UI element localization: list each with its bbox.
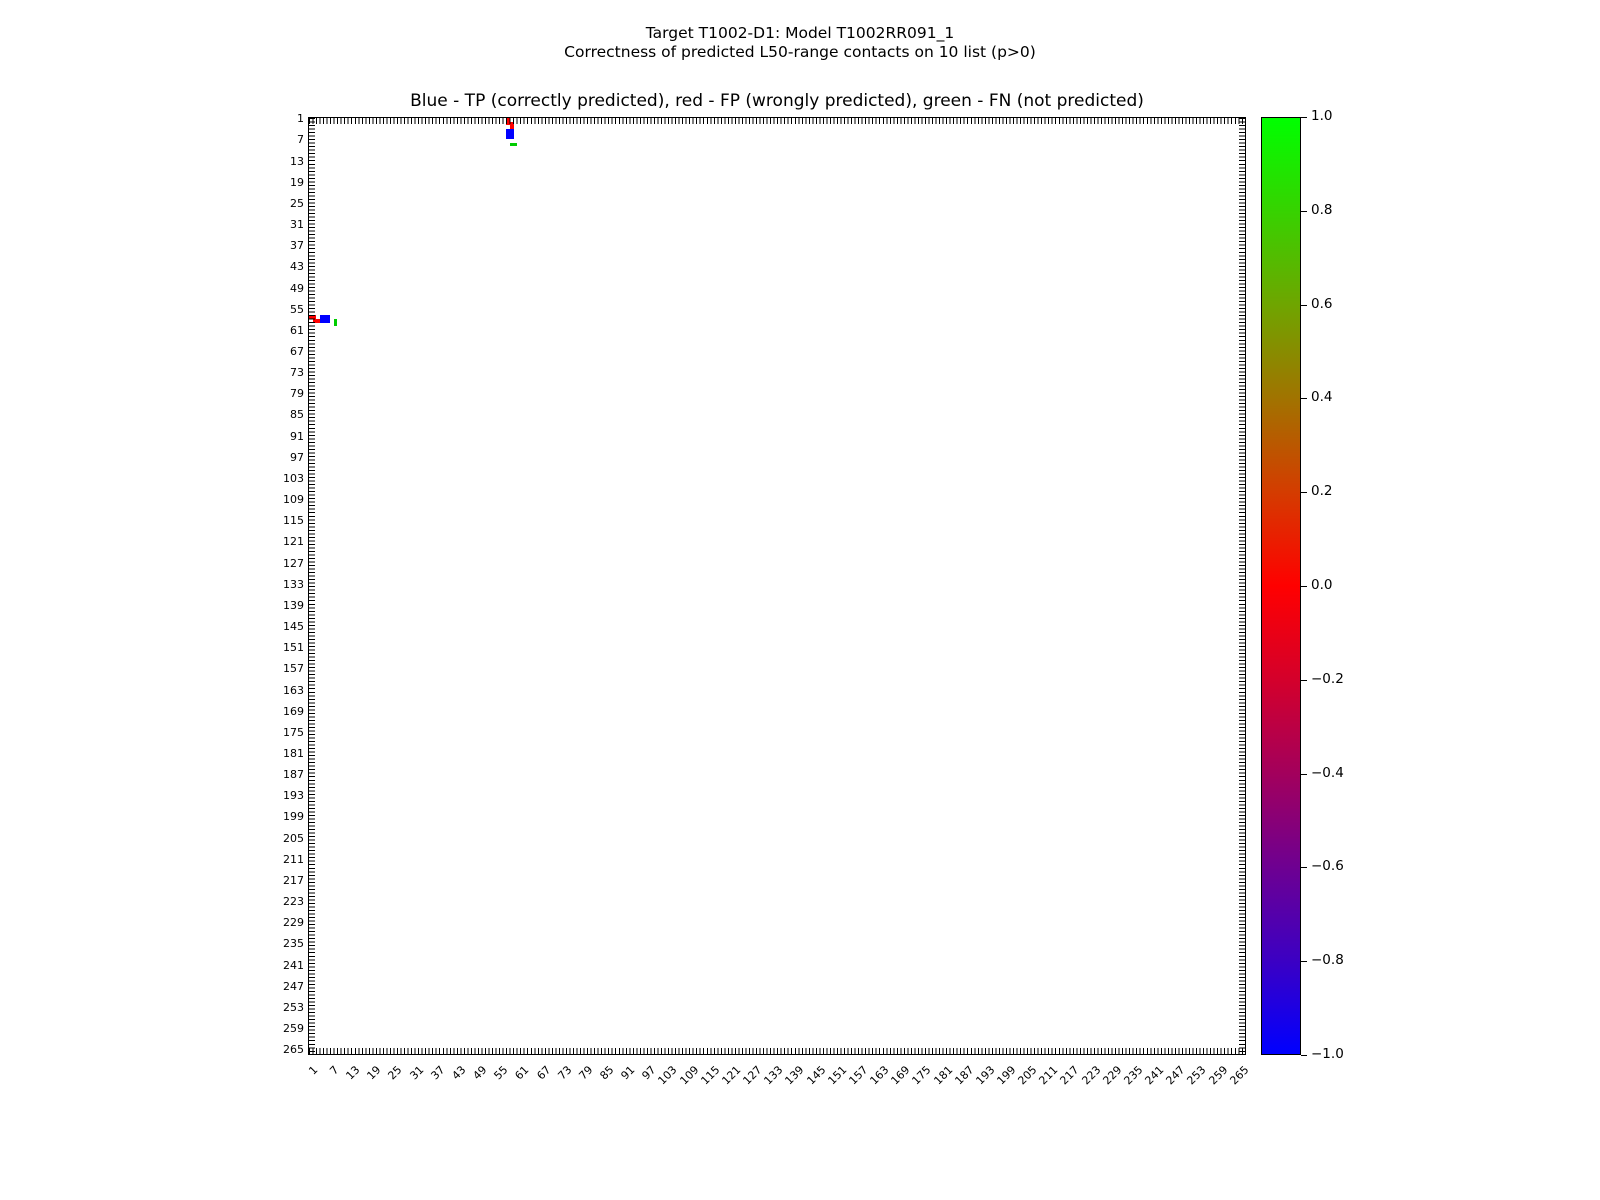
colorbar-tick-mark bbox=[1301, 398, 1307, 399]
y-tick-label: 235 bbox=[283, 937, 304, 951]
x-tick-label: 181 bbox=[930, 1063, 955, 1088]
x-tick-label: 229 bbox=[1100, 1063, 1125, 1088]
x-tick-label: 217 bbox=[1057, 1063, 1082, 1088]
contact-cell bbox=[320, 319, 324, 323]
x-tick-label: 7 bbox=[327, 1063, 342, 1078]
y-tick-label: 7 bbox=[297, 133, 304, 147]
y-tick-label: 103 bbox=[283, 471, 304, 485]
x-tick-label: 49 bbox=[470, 1063, 490, 1083]
colorbar-tick-label: −0.6 bbox=[1311, 858, 1344, 875]
x-tick-label: 43 bbox=[449, 1063, 469, 1083]
y-tick-label: 229 bbox=[283, 916, 304, 930]
top-axis-tick-marks bbox=[309, 118, 1246, 124]
x-tick-label: 241 bbox=[1142, 1063, 1167, 1088]
x-tick-label: 265 bbox=[1227, 1063, 1252, 1088]
colorbar-tick-label: 0.8 bbox=[1311, 201, 1333, 218]
x-tick-label: 1 bbox=[306, 1063, 321, 1078]
y-tick-label: 73 bbox=[290, 366, 304, 380]
y-tick-label: 127 bbox=[283, 556, 304, 570]
x-tick-label: 199 bbox=[994, 1063, 1019, 1088]
x-tick-label: 13 bbox=[343, 1063, 363, 1083]
x-tick-label: 37 bbox=[428, 1063, 448, 1083]
x-tick-label: 211 bbox=[1036, 1063, 1061, 1088]
colorbar-tick-mark bbox=[1301, 117, 1307, 118]
colorbar-tick-mark bbox=[1301, 211, 1307, 212]
y-tick-label: 205 bbox=[283, 831, 304, 845]
x-tick-label: 253 bbox=[1184, 1063, 1209, 1088]
x-tick-label: 67 bbox=[533, 1063, 553, 1083]
y-tick-label: 241 bbox=[283, 958, 304, 972]
y-tick-label: 97 bbox=[290, 450, 304, 464]
y-tick-label: 181 bbox=[283, 747, 304, 760]
y-tick-label: 163 bbox=[283, 683, 304, 697]
colorbar-gradient bbox=[1261, 117, 1301, 1055]
x-tick-label: 247 bbox=[1163, 1063, 1188, 1088]
x-tick-label: 109 bbox=[677, 1063, 702, 1088]
colorbar-tick-mark bbox=[1301, 961, 1307, 962]
axes-title-legend: Blue - TP (correctly predicted), red - FP (wrongly predicted), green - FN (not predicted) bbox=[410, 91, 1144, 111]
y-tick-label: 91 bbox=[290, 429, 304, 443]
x-tick-label: 187 bbox=[952, 1063, 977, 1088]
x-tick-label: 121 bbox=[719, 1063, 744, 1088]
x-tick-label: 151 bbox=[825, 1063, 850, 1088]
y-tick-label: 157 bbox=[283, 662, 304, 676]
x-tick-label: 133 bbox=[761, 1063, 786, 1088]
x-tick-label: 85 bbox=[597, 1063, 617, 1083]
y-tick-label: 133 bbox=[283, 577, 304, 591]
colorbar-tick-mark bbox=[1301, 492, 1307, 493]
contact-cell bbox=[334, 323, 338, 327]
y-tick-label: 79 bbox=[290, 387, 304, 401]
y-tick-label: 67 bbox=[290, 345, 304, 358]
y-tick-label: 169 bbox=[283, 704, 304, 718]
colorbar-tick-mark bbox=[1301, 586, 1307, 587]
colorbar-tick-label: 0.0 bbox=[1311, 577, 1333, 593]
x-tick-label: 235 bbox=[1121, 1063, 1146, 1088]
x-axis-tick-labels bbox=[308, 1060, 1268, 1140]
x-tick-label: 91 bbox=[618, 1063, 638, 1083]
y-tick-label: 55 bbox=[290, 302, 304, 316]
y-tick-label: 115 bbox=[283, 514, 304, 528]
y-tick-label: 223 bbox=[283, 895, 304, 909]
colorbar-tick-mark bbox=[1301, 867, 1307, 868]
y-tick-label: 211 bbox=[283, 852, 304, 866]
x-tick-label: 19 bbox=[364, 1063, 384, 1083]
y-tick-label: 31 bbox=[290, 218, 304, 232]
y-tick-label: 109 bbox=[283, 493, 304, 507]
y-tick-label: 187 bbox=[283, 768, 304, 782]
colorbar-tick-mark bbox=[1301, 1055, 1307, 1056]
y-tick-label: 43 bbox=[290, 260, 304, 274]
x-tick-label: 79 bbox=[576, 1063, 596, 1083]
y-tick-label: 25 bbox=[290, 196, 304, 210]
x-tick-label: 163 bbox=[867, 1063, 892, 1088]
y-tick-label: 217 bbox=[283, 873, 304, 887]
x-tick-label: 223 bbox=[1079, 1063, 1104, 1088]
x-tick-label: 55 bbox=[491, 1063, 511, 1083]
colorbar-tick-labels bbox=[1301, 108, 1371, 1062]
right-axis-tick-marks bbox=[1239, 118, 1245, 1055]
x-tick-label: 115 bbox=[698, 1063, 723, 1088]
colorbar-tick-mark bbox=[1301, 680, 1307, 681]
y-tick-label: 265 bbox=[283, 1043, 304, 1057]
y-tick-label: 175 bbox=[283, 725, 304, 739]
x-tick-label: 259 bbox=[1205, 1063, 1231, 1088]
y-tick-label: 85 bbox=[290, 408, 304, 422]
contact-cell bbox=[327, 319, 331, 323]
y-tick-label: 49 bbox=[290, 281, 304, 295]
y-tick-label: 61 bbox=[290, 323, 304, 337]
contact-cell bbox=[510, 125, 514, 129]
colorbar-tick-label: −0.2 bbox=[1311, 670, 1344, 687]
y-tick-label: 19 bbox=[290, 175, 304, 189]
figure-suptitle-line-1: Target T1002-D1: Model T1002RR091_1 bbox=[645, 24, 955, 42]
figure-suptitle-line-2: Correctness of predicted L50-range contacts on 10 list (p>0) bbox=[564, 43, 1036, 61]
y-tick-label: 145 bbox=[283, 620, 304, 634]
y-tick-label: 151 bbox=[283, 641, 304, 655]
x-tick-label: 73 bbox=[555, 1063, 575, 1083]
y-tick-label: 37 bbox=[290, 239, 304, 253]
colorbar-tick-label: 0.4 bbox=[1311, 389, 1333, 406]
y-tick-label: 259 bbox=[283, 1022, 304, 1036]
y-tick-label: 1 bbox=[297, 112, 304, 126]
y-tick-label: 193 bbox=[283, 789, 304, 803]
bottom-axis-tick-marks bbox=[309, 1048, 1246, 1054]
contact-cell bbox=[316, 319, 320, 323]
contact-cell bbox=[514, 143, 518, 147]
contact-map-plot-area[interactable] bbox=[308, 117, 1246, 1055]
x-tick-label: 157 bbox=[846, 1063, 871, 1088]
x-tick-label: 205 bbox=[1015, 1063, 1040, 1088]
colorbar-tick-label: −0.8 bbox=[1311, 952, 1344, 969]
x-tick-label: 175 bbox=[909, 1063, 934, 1088]
x-tick-label: 145 bbox=[803, 1063, 829, 1088]
y-tick-label: 199 bbox=[283, 810, 304, 824]
colorbar-tick-label: 1.0 bbox=[1311, 108, 1333, 124]
x-tick-label: 169 bbox=[888, 1063, 913, 1088]
colorbar-tick-mark bbox=[1301, 305, 1307, 306]
x-tick-label: 25 bbox=[385, 1063, 405, 1083]
y-axis-tick-labels bbox=[238, 112, 304, 1057]
colorbar-tick-label: −1.0 bbox=[1311, 1046, 1344, 1062]
x-tick-label: 127 bbox=[740, 1063, 765, 1088]
x-tick-label: 103 bbox=[655, 1063, 680, 1088]
x-tick-label: 139 bbox=[782, 1063, 807, 1088]
colorbar-tick-label: 0.2 bbox=[1311, 483, 1333, 500]
y-tick-label: 121 bbox=[283, 535, 304, 549]
y-tick-label: 247 bbox=[283, 979, 304, 993]
colorbar-tick-label: −0.4 bbox=[1311, 764, 1344, 781]
y-tick-label: 139 bbox=[283, 598, 304, 612]
contact-map-points-layer bbox=[309, 118, 1245, 1054]
x-tick-label: 97 bbox=[639, 1063, 659, 1083]
x-tick-label: 193 bbox=[973, 1063, 998, 1088]
x-tick-label: 61 bbox=[512, 1063, 532, 1083]
colorbar-tick-mark bbox=[1301, 774, 1307, 775]
x-tick-label: 31 bbox=[406, 1063, 427, 1083]
y-tick-label: 253 bbox=[283, 1000, 304, 1014]
contact-cell bbox=[510, 136, 514, 140]
left-axis-tick-marks bbox=[309, 118, 315, 1055]
colorbar-tick-label: 0.6 bbox=[1311, 295, 1333, 312]
y-tick-label: 13 bbox=[290, 154, 304, 168]
